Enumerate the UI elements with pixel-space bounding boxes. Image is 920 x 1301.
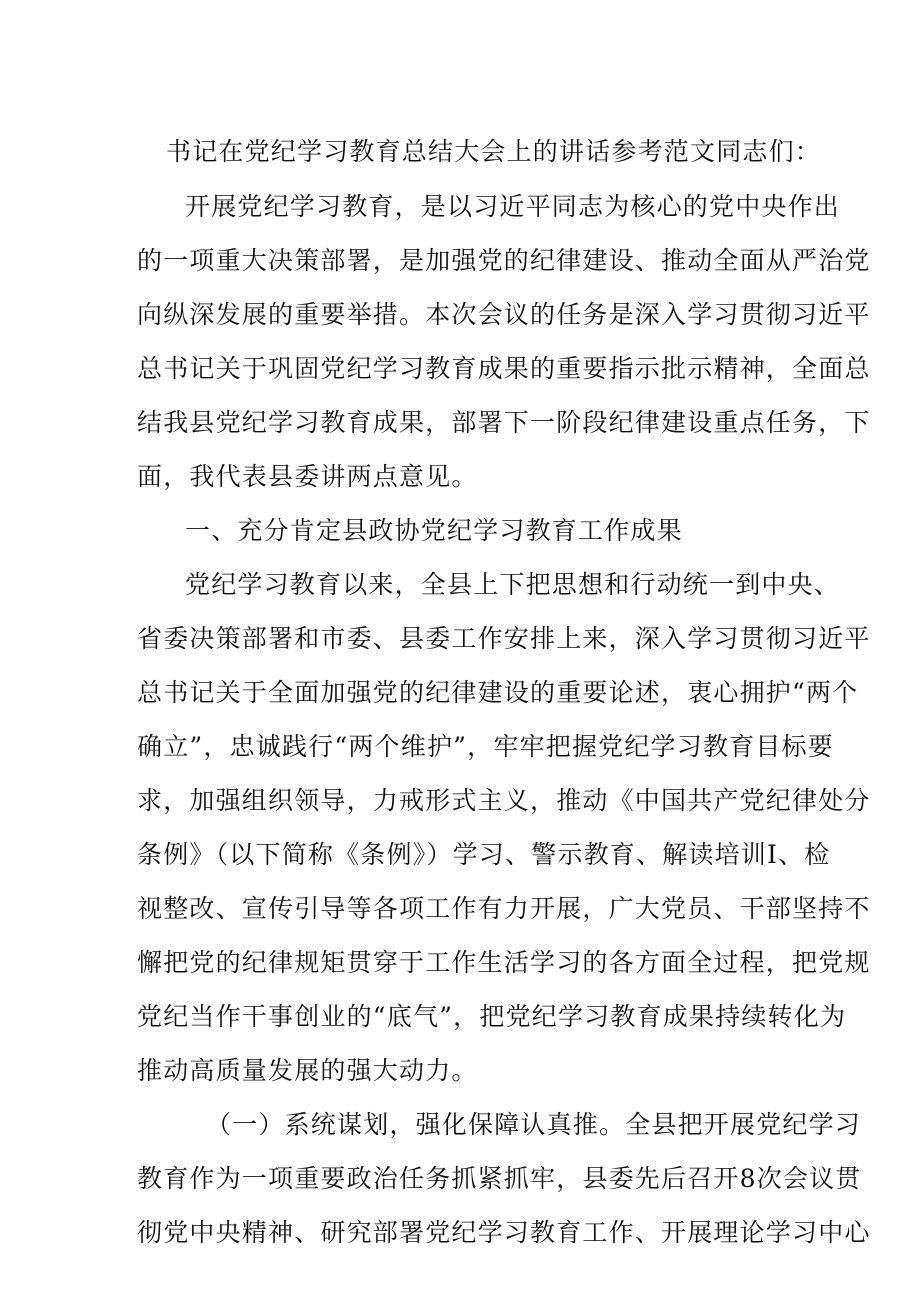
paragraph-line: 视整改、宣传引导等各项工作有力开展，广大党员、干部坚持不 bbox=[137, 894, 871, 923]
document-title: 书记在党纪学习教育总结大会上的讲话参考范文同志们： bbox=[166, 137, 822, 166]
paragraph-line: 条例》（以下简称《条例》）学习、警示教育、解读培训I、检 bbox=[137, 840, 831, 869]
paragraph-line: 彻党中央精神、研究部署党纪学习教育工作、开展理论学习中心 bbox=[137, 1218, 871, 1247]
paragraph-line: 总书记关于巩固党纪学习教育成果的重要指示批示精神，全面总 bbox=[137, 354, 871, 383]
paragraph-line: 总书记关于全面加强党的纪律建设的重要论述，衷心拥护“两个 bbox=[137, 678, 859, 707]
paragraph-line: 教育作为一项重要政治任务抓紧抓牢，县委先后召开8次会议贯 bbox=[137, 1164, 862, 1193]
paragraph-line: 向纵深发展的重要举措。本次会议的任务是深入学习贯彻习近平 bbox=[137, 300, 871, 329]
paragraph-line: 结我县党纪学习教育成果，部署下一阶段纪律建设重点任务，下 bbox=[137, 408, 871, 437]
paragraph-line: 的一项重大决策部署，是加强党的纪律建设、推动全面从严治党 bbox=[137, 246, 871, 275]
paragraph-line: 推动高质量发展的强大动力。 bbox=[137, 1056, 478, 1085]
paragraph-line: 面，我代表县委讲两点意见。 bbox=[137, 462, 478, 491]
paragraph-line: （一）系统谋划，强化保障认真推。全县把开展党纪学习 bbox=[206, 1110, 862, 1139]
paragraph-line: 党纪学习教育以来，全县上下把思想和行动统一到中央、 bbox=[185, 570, 841, 599]
paragraph-line: 省委决策部署和市委、县委工作安排上来，深入学习贯彻习近平 bbox=[137, 624, 871, 653]
paragraph-line: 求，加强组织领导，力戒形式主义，推动《中国共产党纪律处分 bbox=[137, 786, 871, 815]
section-heading: 一、充分肯定县政协党纪学习教育工作成果 bbox=[185, 516, 683, 545]
paragraph-line: 党纪当作干事创业的“底气”，把党纪学习教育成果持续转化为 bbox=[137, 1002, 847, 1031]
paragraph-line: 确立”，忠诚践行“两个维护”，牢牢把握党纪学习教育目标要 bbox=[137, 732, 834, 761]
paragraph-line: 开展党纪学习教育，是以习近平同志为核心的党中央作出 bbox=[185, 192, 841, 221]
paragraph-line: 懈把党的纪律规矩贯穿于工作生活学习的各方面全过程，把党规 bbox=[137, 948, 871, 977]
